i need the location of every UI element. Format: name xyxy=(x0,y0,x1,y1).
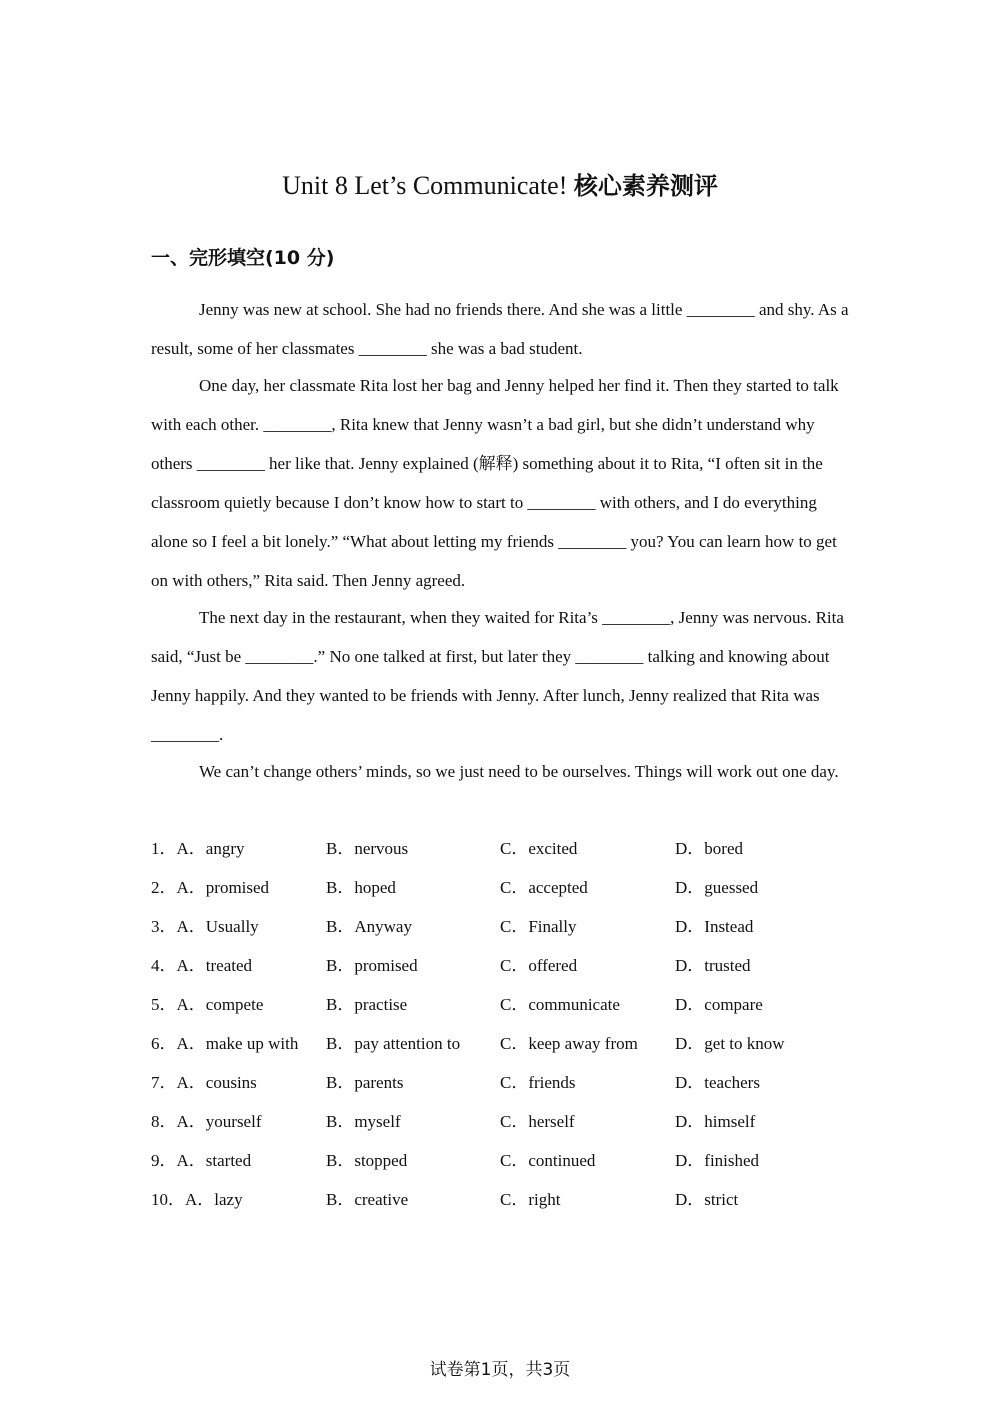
question-row-10 xyxy=(151,1180,861,1219)
option-a-text: cousins xyxy=(205,1073,257,1092)
option-a xyxy=(151,1063,257,1102)
question-row-7 xyxy=(151,1063,861,1102)
option-d: D．bored xyxy=(675,839,743,858)
option-a-text: treated xyxy=(205,956,253,975)
passage-paragraph-1: Jenny was new at school. She had no friends there. And she was a little ________ and shy. As a result, some of her classmates ________ she was a bad student. xyxy=(151,300,849,358)
passage-paragraph-2: One day, her classmate Rita lost her bag and Jenny helped her find it. Then they started to talk with each other. ________, Rita knew that Jenny wasn’t a bad girl, but she didn’t understand why others ________ her like that. Jenny explained (解释) something about it to Rita, “I often sit in the classroom quietly because I don’t know how to start to ________ with others, and I do everything alone so I feel a bit lonely.” “What about letting my friends ________ you? You can learn how to get on with others,” Rita said. Then Jenny agreed. xyxy=(151,376,839,590)
page-footer: 试卷第1页，共3页 xyxy=(429,1360,571,1380)
option-a xyxy=(151,829,245,868)
question-row-8 xyxy=(151,1102,861,1141)
option-b: B．myself xyxy=(326,1112,401,1131)
option-d: D．himself xyxy=(675,1112,756,1131)
question-row-9 xyxy=(151,1141,861,1180)
option-b: B．parents xyxy=(326,1073,404,1092)
option-c: C．keep away from xyxy=(500,1034,638,1053)
option-c: C．offered xyxy=(500,956,578,975)
option-a xyxy=(151,1180,243,1219)
option-a-text: started xyxy=(205,1151,252,1170)
option-b: B．hoped xyxy=(326,878,396,897)
option-a xyxy=(151,946,252,985)
option-a-text: yourself xyxy=(205,1112,262,1131)
question-options xyxy=(151,829,861,1219)
option-b: B．nervous xyxy=(326,839,409,858)
option-d: D．strict xyxy=(675,1190,739,1209)
section-heading: 一、完形填空(10 分) xyxy=(151,247,335,269)
option-a-text: promised xyxy=(205,878,270,897)
title-english: Unit 8 Let’s Communicate! xyxy=(282,171,568,200)
question-number: 10．A． xyxy=(151,1190,215,1209)
option-c: C．right xyxy=(500,1190,561,1209)
option-d: D．get to know xyxy=(675,1034,785,1053)
option-c: C．continued xyxy=(500,1151,596,1170)
option-a xyxy=(151,1141,251,1180)
option-b: B．stopped xyxy=(326,1151,408,1170)
cloze-passage xyxy=(151,290,851,789)
option-b: B．creative xyxy=(326,1190,409,1209)
option-c: C．accepted xyxy=(500,878,588,897)
option-a xyxy=(151,868,269,907)
question-row-5 xyxy=(151,985,861,1024)
question-number: 1．A． xyxy=(151,839,206,858)
option-a xyxy=(151,1024,298,1063)
question-row-4 xyxy=(151,946,861,985)
option-a-text: angry xyxy=(205,839,245,858)
option-d: D．compare xyxy=(675,995,763,1014)
option-b: B．promised xyxy=(326,956,418,975)
option-b: B．Anyway xyxy=(326,917,412,936)
option-a-text: make up with xyxy=(205,1034,299,1053)
option-a-text: Usually xyxy=(205,917,259,936)
question-number: 2．A． xyxy=(151,878,206,897)
option-d: D．guessed xyxy=(675,878,759,897)
question-number: 8．A． xyxy=(151,1112,206,1131)
option-c: C．Finally xyxy=(500,917,577,936)
question-number: 9．A． xyxy=(151,1151,206,1170)
option-a-text: lazy xyxy=(214,1190,243,1209)
title-chinese: 核心素养测评 xyxy=(573,172,718,200)
passage-paragraph-4: We can’t change others’ minds, so we just need to be ourselves. Things will work out one day. xyxy=(199,762,839,781)
question-row-1 xyxy=(151,829,861,868)
question-row-6 xyxy=(151,1024,861,1063)
question-number: 6．A． xyxy=(151,1034,206,1053)
question-number: 3．A． xyxy=(151,917,206,936)
option-c: C．excited xyxy=(500,839,578,858)
question-number: 5．A． xyxy=(151,995,206,1014)
option-c: C．herself xyxy=(500,1112,575,1131)
option-c: C．communicate xyxy=(500,995,620,1014)
question-number: 4．A． xyxy=(151,956,206,975)
option-d: D．teachers xyxy=(675,1073,760,1092)
question-number: 7．A． xyxy=(151,1073,206,1092)
option-d: D．finished xyxy=(675,1151,760,1170)
option-d: D．Instead xyxy=(675,917,754,936)
option-b: B．practise xyxy=(326,995,408,1014)
option-b: B．pay attention to xyxy=(326,1034,461,1053)
question-row-3 xyxy=(151,907,861,946)
page-title xyxy=(0,166,1000,201)
passage-paragraph-3: The next day in the restaurant, when they waited for Rita’s ________, Jenny was nervous. Rita said, “Just be ________.” No one talked at first, but later they ________ talking and knowing about Jenny happily. And they wanted to be friends with Jenny. After lunch, Jenny realized that Rita was ________. xyxy=(151,608,844,744)
option-a-text: compete xyxy=(205,995,264,1014)
option-a xyxy=(151,1102,262,1141)
option-a xyxy=(151,907,259,946)
option-d: D．trusted xyxy=(675,956,751,975)
option-a xyxy=(151,985,263,1024)
question-row-2 xyxy=(151,868,861,907)
option-c: C．friends xyxy=(500,1073,576,1092)
